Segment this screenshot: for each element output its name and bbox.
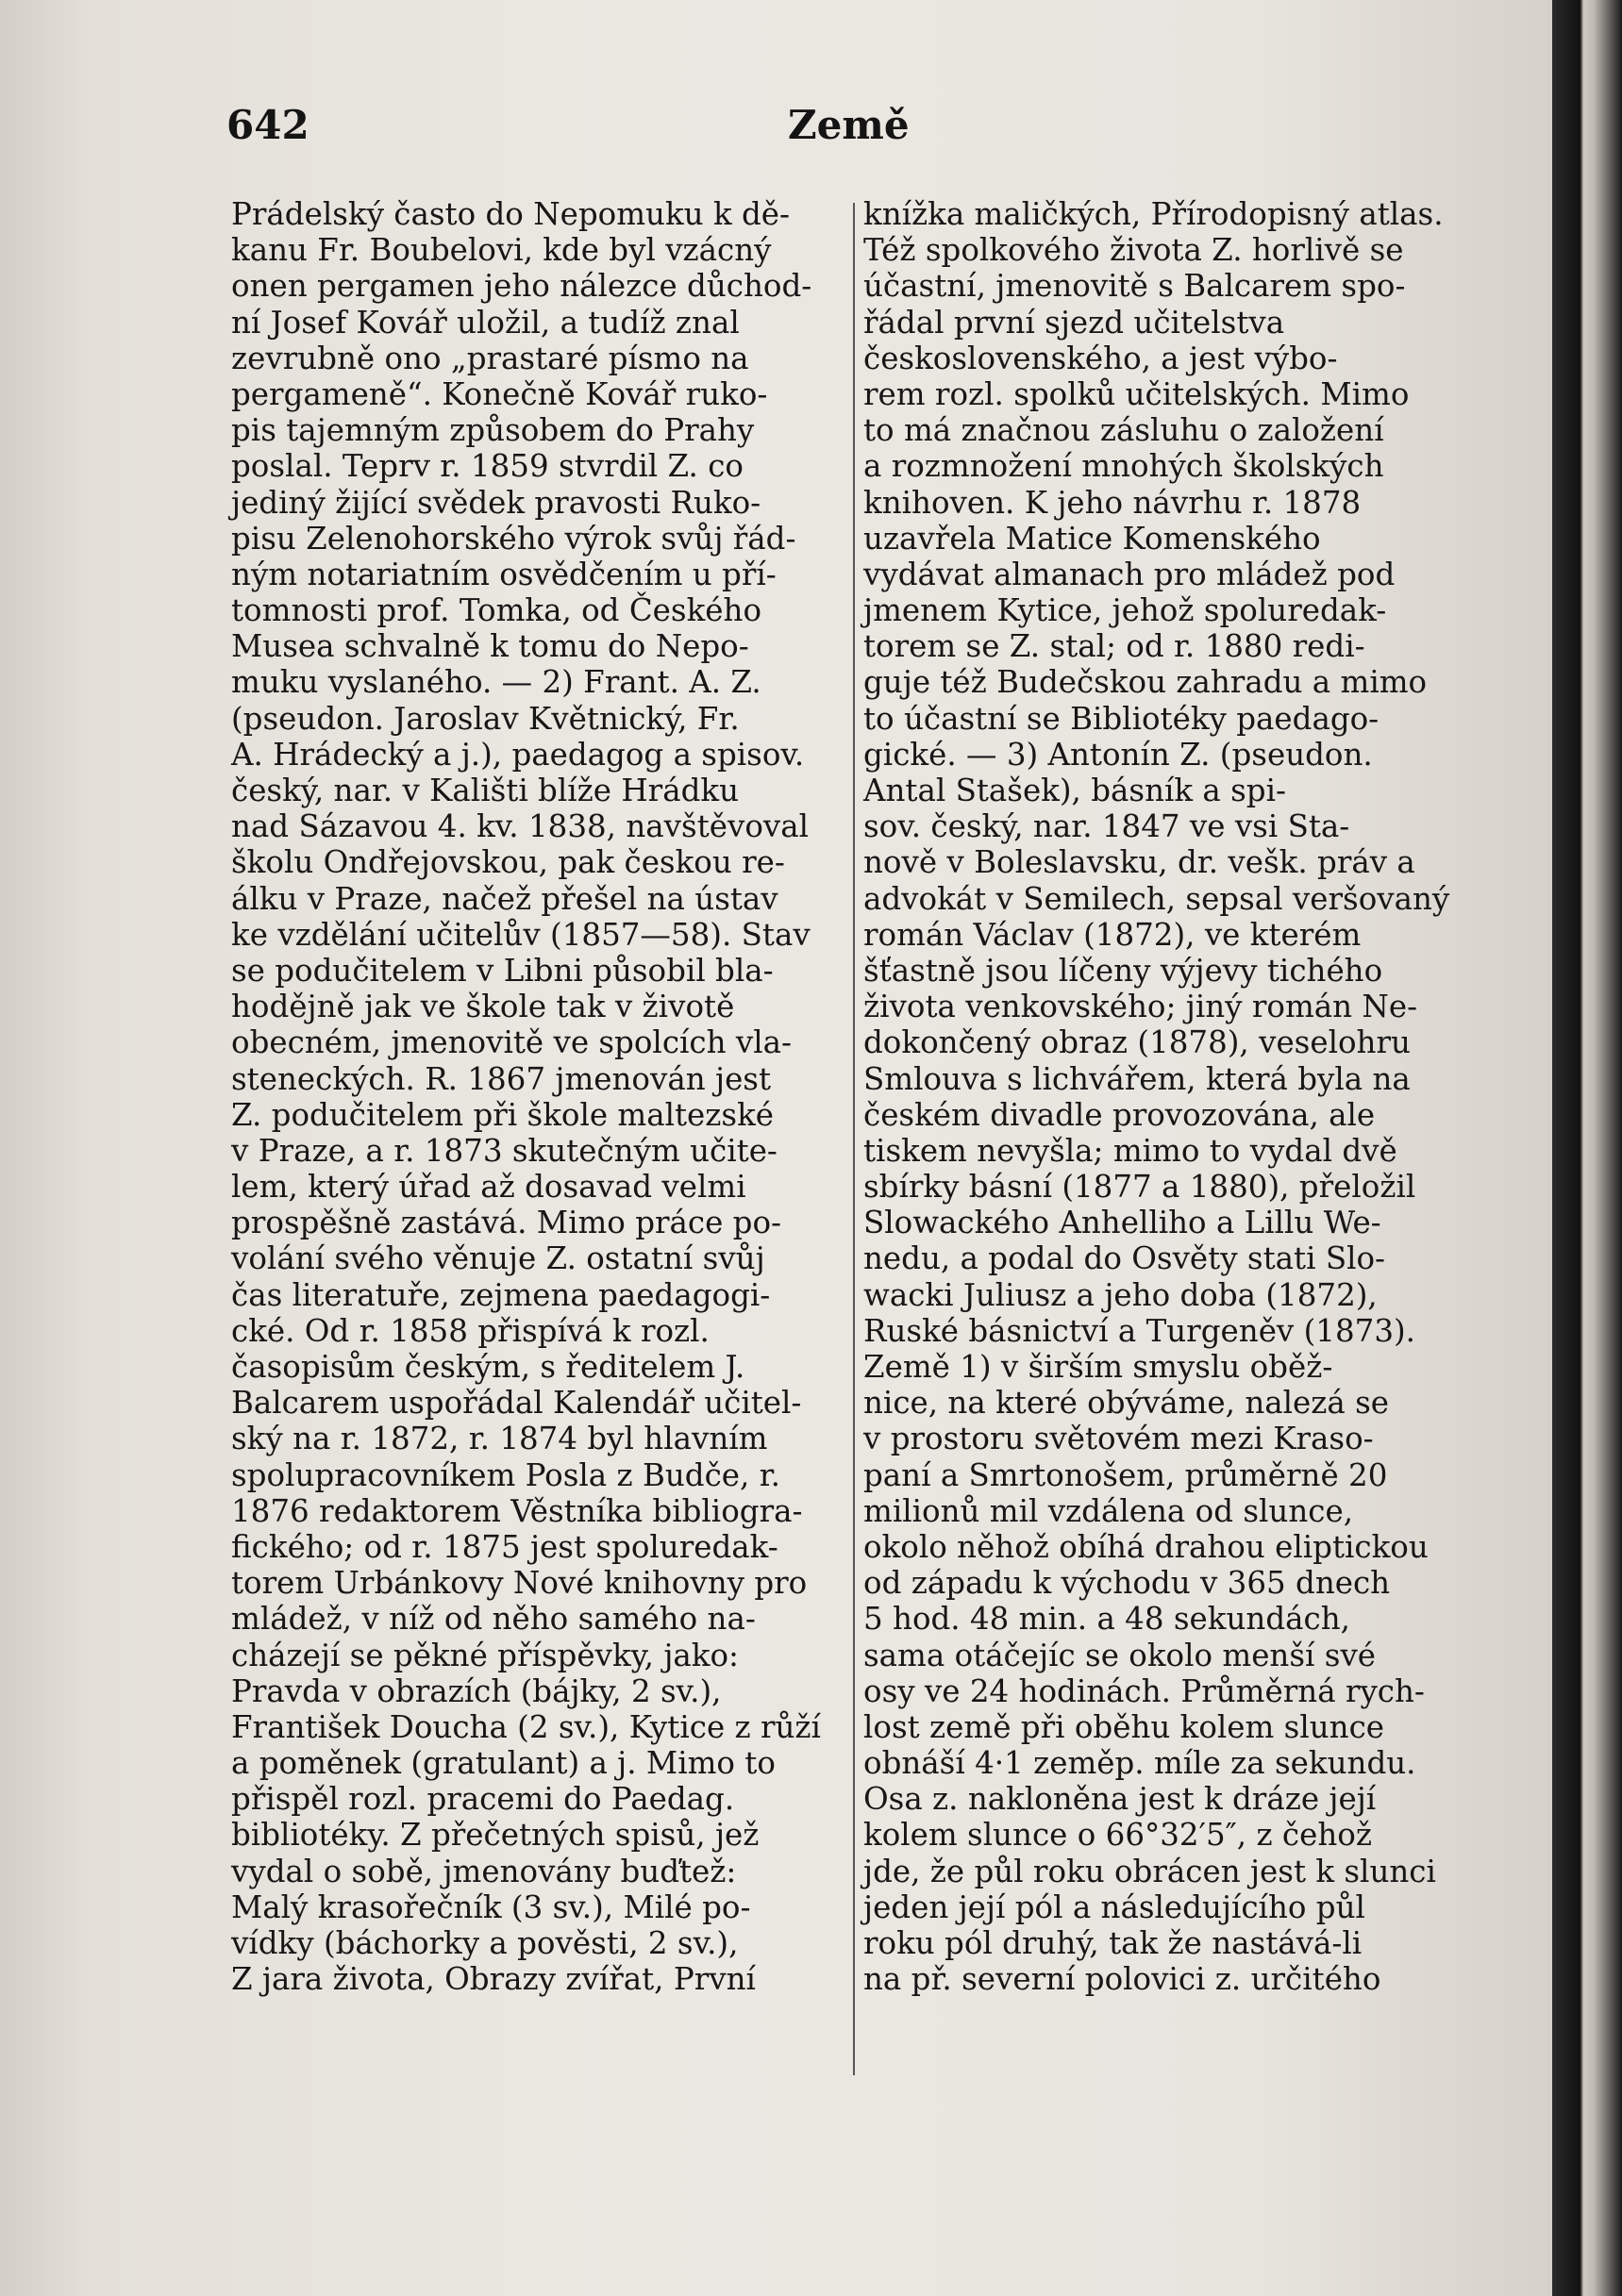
text-line: sov. český, nar. 1847 ve vsi Sta- [863,808,1350,845]
text-line: na př. severní polovici z. určitého [863,1961,1381,1998]
text-line: Antal Stašek), básník a spi- [863,773,1286,808]
text-line: to účastní se Bibliotéky paedago- [863,700,1380,737]
text-line: čas literatuře, zejmena paedagogi- [231,1276,771,1313]
text-line: školu Ondřejovskou, pak českou re- [231,844,785,881]
text-line: ní Josef Kovář uložil, a tudíž znal [231,304,740,341]
text-line: uzavřela Matice Komenského [863,520,1321,557]
text-line: Země 1) v širším smyslu oběž- [863,1349,1333,1385]
text-line: Malý krasořečník (3 sv.), Milé po- [231,1888,751,1925]
text-line: a rozmnožení mnohých školských [863,448,1384,485]
text-line: 1876 redaktorem Věstníka bibliogra- [231,1492,803,1529]
text-line: gické. — 3) Antonín Z. (pseudon. [863,736,1373,773]
text-line: tomnosti prof. Tomka, od Českého [231,592,762,629]
text-line: ke vzdělání učitelův (1857—58). Stav [231,916,811,953]
text-line: okolo něhož obíhá drahou eliptickou [863,1528,1429,1565]
text-line: v Praze, a r. 1873 skutečným učite- [231,1132,778,1169]
text-line: českém divadle provozována, ale [863,1096,1376,1133]
text-line: onen pergamen jeho nálezce důchod- [231,268,812,305]
text-line: knihoven. K jeho návrhu r. 1878 [863,484,1362,521]
text-line: nad Sázavou 4. kv. 1838, navštěvoval [231,808,810,845]
text-line: cházejí se pěkné příspěvky, jako: [231,1637,740,1673]
text-line: nedu, a podal do Osvěty stati Slo- [863,1240,1386,1277]
text-line: pergameně“. Konečně Kovář ruko- [231,375,768,412]
text-line: osy ve 24 hodinách. Průměrná rych- [863,1672,1425,1709]
text-line: bibliotéky. Z přečetných spisů, jež [231,1817,760,1854]
text-line: (pseudon. Jaroslav Květnický, Fr. [231,700,740,737]
running-title: Země [788,102,910,148]
text-line: prospěšně zastává. Mimo práce po- [231,1205,782,1241]
text-line: álku v Praze, načež přešel na ústav [231,880,778,917]
text-line: Ruské básnictví a Turgeněv (1873). [863,1312,1416,1349]
text-line: český, nar. v Kališti blíže Hrádku [231,773,740,808]
text-line: lost země při oběhu kolem slunce [863,1708,1385,1745]
text-line: v prostoru světovém mezi Kraso- [863,1421,1374,1457]
text-line: paní a Smrtonošem, průměrně 20 [863,1456,1388,1493]
text-line: šťastně jsou líčeny výjevy tichého [863,952,1383,989]
text-line: jeden její pól a následujícího půl [863,1888,1365,1925]
text-line: to má značnou zásluhu o založení [863,412,1384,449]
text-line: František Doucha (2 sv.), Kytice z růží [231,1708,821,1745]
text-line: román Václav (1872), ve kterém [863,916,1362,953]
text-line: ský na r. 1872, r. 1874 byl hlavním [231,1421,768,1457]
text-line: pisu Zelenohorského výrok svůj řád- [231,520,796,557]
text-line: života venkovského; jiný román Ne- [863,989,1418,1025]
text-line: se podučitelem v Libni působil bla- [231,952,774,989]
text-line: guje též Budečskou zahradu a mimo [863,664,1428,701]
text-line: účastní, jmenovitě s Balcarem spo- [863,268,1406,305]
left-column [231,196,840,1997]
text-line: sama otáčejíc se okolo menší své [863,1637,1377,1673]
text-line: roku pól druhý, tak že nastává-li [863,1925,1363,1961]
text-line: Z. podučitelem při škole maltezské [231,1096,775,1133]
text-line: A. Hrádecký a j.), paedagog a spisov. [231,736,805,773]
text-line: Prádelský často do Nepomuku k dě- [231,196,790,232]
text-line: wacki Juliusz a jeho doba (1872), [863,1276,1378,1313]
text-line: řádal první sjezd učitelstva [863,304,1285,341]
text-line: obnáší 4·1 zeměp. míle za sekundu. [863,1745,1416,1782]
column-divider [853,203,855,2075]
text-line: Z jara života, Obrazy zvířat, První [231,1961,756,1998]
text-line: Balcarem uspořádal Kalendář učitel- [231,1385,802,1422]
scan-edge [1552,0,1622,2296]
text-line: kolem slunce o 66°32′5″, z čehož [863,1817,1372,1854]
text-line: vydávat almanach pro mládež pod [863,556,1396,592]
text-line: pis tajemným způsobem do Prahy [231,412,755,449]
text-line: vydal o sobě, jmenovány buďtež: [231,1853,737,1889]
text-line: Osa z. nakloněna jest k dráze její [863,1781,1377,1818]
right-column [863,196,1472,1997]
text-line: časopisům českým, s ředitelem J. [231,1349,745,1385]
text-line: torem Urbánkovy Nové knihovny pro [231,1565,808,1602]
text-line: muku vyslaného. — 2) Frant. A. Z. [231,664,761,701]
text-line: ným notariatním osvědčením u pří- [231,556,777,592]
text-line: cké. Od r. 1858 přispívá k rozl. [231,1312,710,1349]
text-line: Musea schvalně k tomu do Nepo- [231,628,749,665]
text-line: jediný žijící svědek pravosti Ruko- [231,484,761,521]
text-line: Pravda v obrazích (bájky, 2 sv.), [231,1672,722,1709]
text-line: mládež, v níž od něho samého na- [231,1601,756,1638]
text-line: Slowackého Anhelliho a Lillu We- [863,1205,1381,1241]
text-line: dokončený obraz (1878), veselohru [863,1024,1411,1061]
text-line: od západu k východu v 365 dnech [863,1565,1391,1602]
text-line: spolupracovníkem Posla z Budče, r. [231,1456,780,1493]
text-line: poslal. Teprv r. 1859 stvrdil Z. co [231,448,744,485]
text-line: vídky (báchorky a pověsti, 2 sv.), [231,1925,739,1961]
text-line: obecném, jmenovitě ve spolcích vla- [231,1024,792,1061]
text-line: československého, a jest výbo- [863,340,1338,376]
text-line: steneckých. R. 1867 jmenován jest [231,1060,772,1097]
text-line: a poměnek (gratulant) a j. Mimo to [231,1745,776,1782]
text-line: advokát v Semilech, sepsal veršovaný [863,880,1450,917]
text-line: zevrubně ono „prastaré písmo na [231,340,749,376]
text-line: nově v Boleslavsku, dr. vešk. práv a [863,844,1415,881]
text-line: přispěl rozl. pracemi do Paedag. [231,1781,735,1818]
text-line: torem se Z. stal; od r. 1880 redi- [863,628,1365,665]
text-line: 5 hod. 48 min. a 48 sekundách, [863,1601,1350,1638]
text-line: lem, který úřad až dosavad velmi [231,1169,746,1206]
text-line: nice, na které obýváme, nalezá se [863,1385,1390,1422]
page-number: 642 [226,102,309,148]
text-line: jmenem Kytice, jehož spoluredak- [863,592,1387,629]
text-line: Smlouva s lichvářem, která byla na [863,1060,1411,1097]
text-line: Též spolkového života Z. horlivě se [863,232,1404,269]
text-line: jde, že půl roku obrácen jest k slunci [863,1853,1436,1889]
text-line: sbírky básní (1877 a 1880), přeložil [863,1169,1416,1206]
text-line: knížka maličkých, Přírodopisný atlas. [863,196,1444,232]
text-line: tiskem nevyšla; mimo to vydal dvě [863,1132,1397,1169]
text-line: volání svého věnuje Z. ostatní svůj [231,1240,765,1277]
text-line: milionů mil vzdálena od slunce, [863,1492,1354,1529]
text-line: fického; od r. 1875 jest spoluredak- [231,1528,778,1565]
text-line: kanu Fr. Boubelovi, kde byl vzácný [231,232,772,269]
text-line: rem rozl. spolků učitelských. Mimo [863,375,1410,412]
text-line: hodějně jak ve škole tak v životě [231,989,735,1025]
